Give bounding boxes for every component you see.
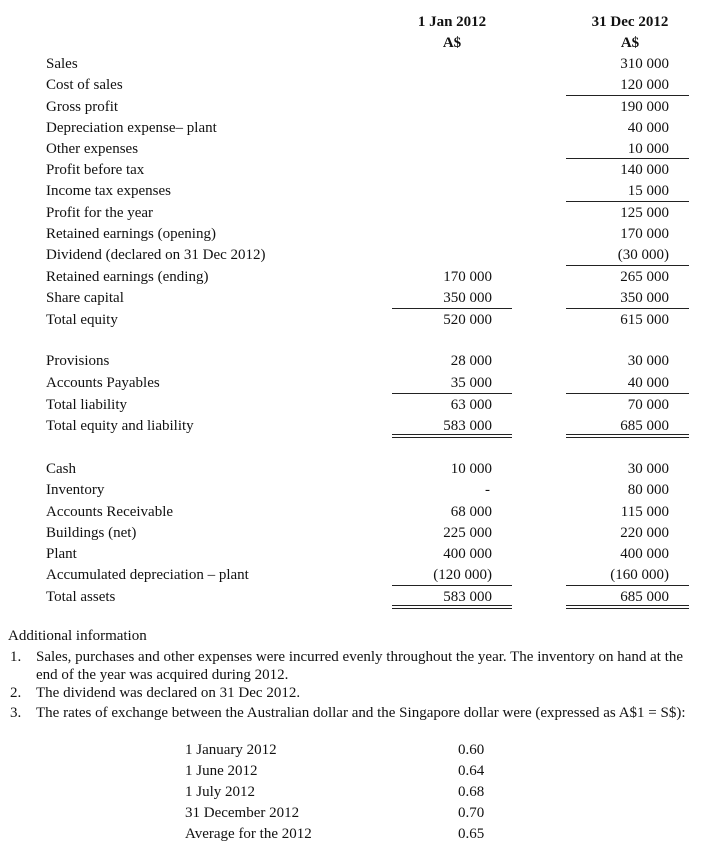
row-value-jan: - bbox=[485, 482, 490, 498]
total-double-rule bbox=[566, 434, 689, 438]
row-label: Total liability bbox=[46, 397, 128, 413]
row-label: Accounts Receivable bbox=[46, 504, 174, 520]
row-label: Sales bbox=[46, 56, 78, 72]
subtotal-rule bbox=[566, 308, 689, 309]
row-label: Total equity bbox=[46, 312, 118, 328]
row-label: Plant bbox=[46, 546, 77, 562]
row-label: Retained earnings (ending) bbox=[46, 269, 209, 285]
total-double-rule bbox=[392, 605, 512, 609]
total-double-rule bbox=[392, 434, 512, 438]
row-label: Profit before tax bbox=[46, 162, 145, 178]
row-value-dec: 615 000 bbox=[620, 312, 669, 328]
row-value-dec: 10 000 bbox=[627, 141, 669, 157]
subtotal-rule bbox=[566, 201, 689, 202]
row-value-dec: 40 000 bbox=[627, 120, 669, 136]
row-value-jan: 10 000 bbox=[450, 461, 492, 477]
info-item-text: The rates of exchange between the Australian dollar and the Singapore dollar were (expressed as A$1 = S$): bbox=[36, 705, 686, 721]
row-label: Other expenses bbox=[46, 141, 139, 157]
row-label: Inventory bbox=[46, 482, 105, 498]
row-label: Depreciation expense– plant bbox=[46, 120, 217, 136]
total-double-rule bbox=[566, 605, 689, 609]
row-label: Income tax expenses bbox=[46, 183, 171, 199]
row-value-dec: 30 000 bbox=[627, 461, 669, 477]
row-label: Total equity and liability bbox=[46, 418, 194, 434]
info-item-text: Sales, purchases and other expenses were incurred evenly throughout the year. The inventory on hand at the end of the year was acquired during 2012. bbox=[36, 649, 684, 683]
col2-currency-header: A$ bbox=[620, 35, 640, 51]
rate-date: 31 December 2012 bbox=[185, 805, 300, 821]
row-value-dec: 310 000 bbox=[620, 56, 669, 72]
row-value-dec: 120 000 bbox=[620, 77, 669, 93]
row-value-dec: 190 000 bbox=[620, 99, 669, 115]
info-item-number: 3. bbox=[10, 705, 22, 721]
row-value-jan: 170 000 bbox=[443, 269, 492, 285]
row-value-jan: (120 000) bbox=[433, 567, 492, 583]
row-value-dec: 265 000 bbox=[620, 269, 669, 285]
row-value-dec: 685 000 bbox=[620, 418, 669, 434]
rate-date: 1 July 2012 bbox=[185, 784, 256, 800]
col2-date-header: 31 Dec 2012 bbox=[591, 14, 669, 30]
rate-value: 0.68 bbox=[458, 784, 485, 800]
row-value-jan: 225 000 bbox=[443, 525, 492, 541]
row-label: Retained earnings (opening) bbox=[46, 226, 216, 242]
row-value-jan: 350 000 bbox=[443, 290, 492, 306]
row-value-jan: 583 000 bbox=[443, 418, 492, 434]
info-item-number: 2. bbox=[10, 685, 22, 701]
row-label: Share capital bbox=[46, 290, 124, 306]
additional-info-title: Additional information bbox=[8, 628, 147, 644]
row-label: Total assets bbox=[46, 589, 116, 605]
row-value-dec: 40 000 bbox=[627, 375, 669, 391]
row-label: Profit for the year bbox=[46, 205, 154, 221]
rate-date: Average for the 2012 bbox=[185, 826, 312, 842]
subtotal-rule bbox=[566, 585, 689, 586]
row-value-dec: 220 000 bbox=[620, 525, 669, 541]
row-value-dec: 30 000 bbox=[627, 353, 669, 369]
col1-date-header: 1 Jan 2012 bbox=[417, 14, 487, 30]
subtotal-rule bbox=[566, 95, 689, 96]
row-value-dec: 400 000 bbox=[620, 546, 669, 562]
rate-date: 1 January 2012 bbox=[185, 742, 277, 758]
row-value-dec: 685 000 bbox=[620, 589, 669, 605]
row-value-jan: 400 000 bbox=[443, 546, 492, 562]
subtotal-rule bbox=[566, 265, 689, 266]
row-label: Buildings (net) bbox=[46, 525, 137, 541]
row-value-dec: 350 000 bbox=[620, 290, 669, 306]
row-label: Provisions bbox=[46, 353, 110, 369]
row-label: Gross profit bbox=[46, 99, 119, 115]
subtotal-rule bbox=[566, 158, 689, 159]
subtotal-rule bbox=[392, 308, 512, 309]
row-value-dec: (160 000) bbox=[610, 567, 669, 583]
row-label: Cash bbox=[46, 461, 76, 477]
rate-value: 0.60 bbox=[458, 742, 485, 758]
row-value-jan: 583 000 bbox=[443, 589, 492, 605]
row-value-dec: 115 000 bbox=[620, 504, 669, 520]
row-value-dec: 125 000 bbox=[620, 205, 669, 221]
subtotal-rule bbox=[392, 393, 512, 394]
rate-date: 1 June 2012 bbox=[185, 763, 258, 779]
info-item-number: 1. bbox=[10, 649, 22, 665]
row-value-dec: 80 000 bbox=[627, 482, 669, 498]
info-item-text: The dividend was declared on 31 Dec 2012. bbox=[36, 685, 301, 701]
row-value-jan: 63 000 bbox=[450, 397, 492, 413]
row-label: Accumulated depreciation – plant bbox=[46, 567, 249, 583]
row-value-jan: 68 000 bbox=[450, 504, 492, 520]
rate-value: 0.65 bbox=[458, 826, 485, 842]
row-label: Cost of sales bbox=[46, 77, 123, 93]
row-value-dec: 170 000 bbox=[620, 226, 669, 242]
row-value-jan: 35 000 bbox=[450, 375, 492, 391]
rate-value: 0.70 bbox=[458, 805, 485, 821]
row-value-jan: 520 000 bbox=[443, 312, 492, 328]
row-value-dec: 70 000 bbox=[627, 397, 669, 413]
subtotal-rule bbox=[566, 393, 689, 394]
row-label: Dividend (declared on 31 Dec 2012) bbox=[46, 247, 266, 263]
rate-value: 0.64 bbox=[458, 763, 485, 779]
row-label: Accounts Payables bbox=[46, 375, 160, 391]
row-value-dec: 140 000 bbox=[620, 162, 669, 178]
row-value-jan: 28 000 bbox=[450, 353, 492, 369]
row-value-dec: (30 000) bbox=[617, 247, 669, 263]
row-value-dec: 15 000 bbox=[627, 183, 669, 199]
subtotal-rule bbox=[392, 585, 512, 586]
col1-currency-header: A$ bbox=[442, 35, 462, 51]
